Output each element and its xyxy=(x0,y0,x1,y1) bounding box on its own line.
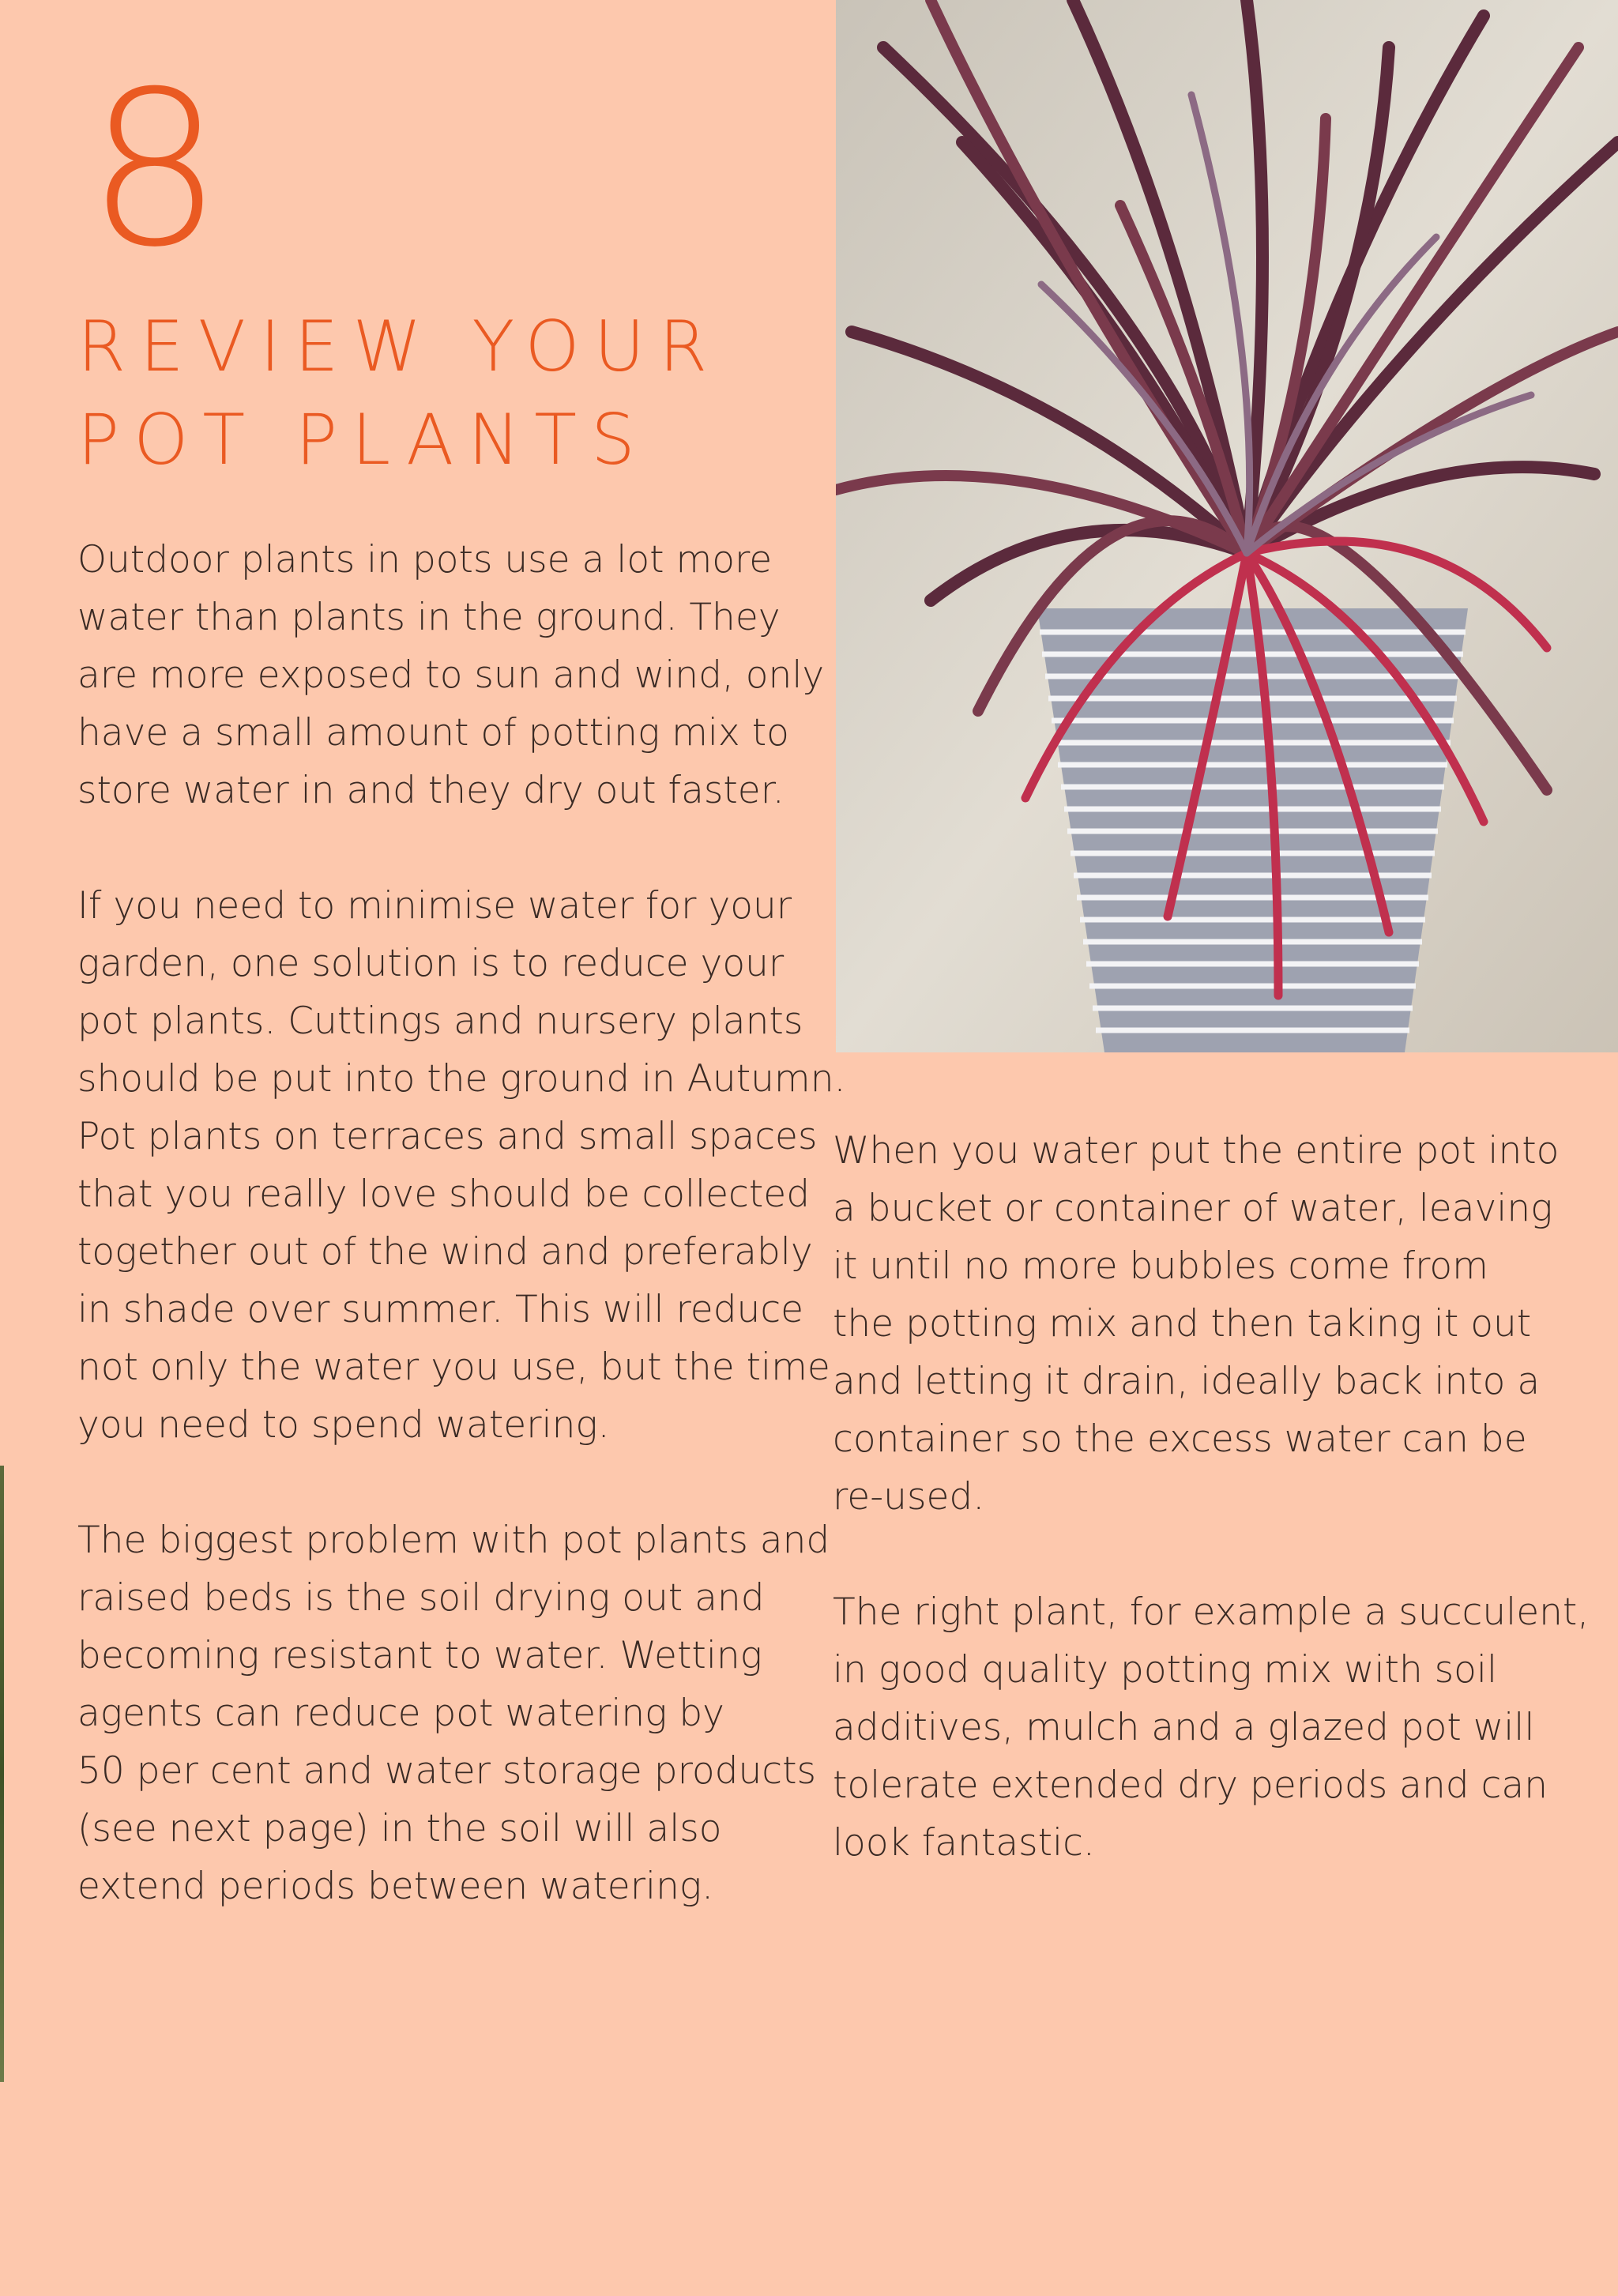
text-line: together out of the wind and preferably xyxy=(77,1230,813,1274)
text-line: agents can reduce pot watering by xyxy=(77,1692,724,1735)
potted-plant-photo xyxy=(836,0,1618,1052)
text-line: look fantastic. xyxy=(833,1821,1095,1865)
paragraph-pots-water-use xyxy=(77,531,825,819)
text-line: The right plant, for example a succulent, xyxy=(833,1590,1590,1634)
left-column xyxy=(77,531,846,1973)
text-line: the potting mix and then taking it out xyxy=(833,1302,1532,1346)
paragraph-watering-method xyxy=(833,1122,1567,1526)
text-line: Outdoor plants in pots use a lot more xyxy=(77,538,773,582)
text-line: that you really love should be collected xyxy=(77,1172,811,1216)
text-line: store water in and they dry out faster. xyxy=(77,769,785,812)
text-line: tolerate extended dry periods and can xyxy=(833,1763,1548,1807)
text-line: extend periods between watering. xyxy=(77,1865,714,1908)
right-column xyxy=(833,1122,1590,1929)
page-title xyxy=(77,300,788,487)
left-edge-strip xyxy=(0,1466,4,2082)
text-line: should be put into the ground in Autumn. xyxy=(77,1057,846,1101)
text-line: garden, one solution is to reduce your xyxy=(77,942,785,985)
text-line: it until no more bubbles come from xyxy=(833,1244,1488,1288)
text-line: you need to spend watering. xyxy=(77,1403,610,1447)
text-line: When you water put the entire pot into xyxy=(833,1129,1560,1172)
text-line: The biggest problem with pot plants and xyxy=(77,1519,830,1562)
step-number: 8 xyxy=(87,45,218,294)
text-line: in good quality potting mix with soil xyxy=(833,1648,1498,1692)
text-line: re-used. xyxy=(833,1475,985,1519)
text-line: becoming resistant to water. Wetting xyxy=(77,1634,762,1677)
text-line: raised beds is the soil drying out and xyxy=(77,1576,765,1620)
text-line: If you need to minimise water for your xyxy=(77,884,792,928)
text-line: water than plants in the ground. They xyxy=(77,596,781,639)
text-line: are more exposed to sun and wind, only xyxy=(77,653,825,697)
text-line: pot plants. Cuttings and nursery plants xyxy=(77,999,803,1043)
text-line: additives, mulch and a glazed pot will xyxy=(833,1706,1535,1749)
text-line: in shade over summer. This will reduce xyxy=(77,1288,804,1331)
title-line-1: REVIEW YOUR xyxy=(77,306,722,387)
paragraph-right-plant xyxy=(833,1583,1590,1872)
text-line: and letting it drain, ideally back into a xyxy=(833,1360,1541,1403)
paragraph-reduce-pot-plants xyxy=(77,877,846,1454)
title-line-2: POT PLANTS xyxy=(77,399,649,480)
text-line: container so the excess water can be xyxy=(833,1417,1527,1461)
text-line: a bucket or container of water, leaving xyxy=(833,1187,1553,1230)
paragraph-soil-drying xyxy=(77,1511,830,1915)
text-line: Pot plants on terraces and small spaces xyxy=(77,1115,818,1158)
text-line: (see next page) in the soil will also xyxy=(77,1807,722,1850)
text-line: 50 per cent and water storage products xyxy=(77,1749,816,1793)
text-line: not only the water you use, but the time xyxy=(77,1346,830,1389)
text-line: have a small amount of potting mix to xyxy=(77,711,789,755)
